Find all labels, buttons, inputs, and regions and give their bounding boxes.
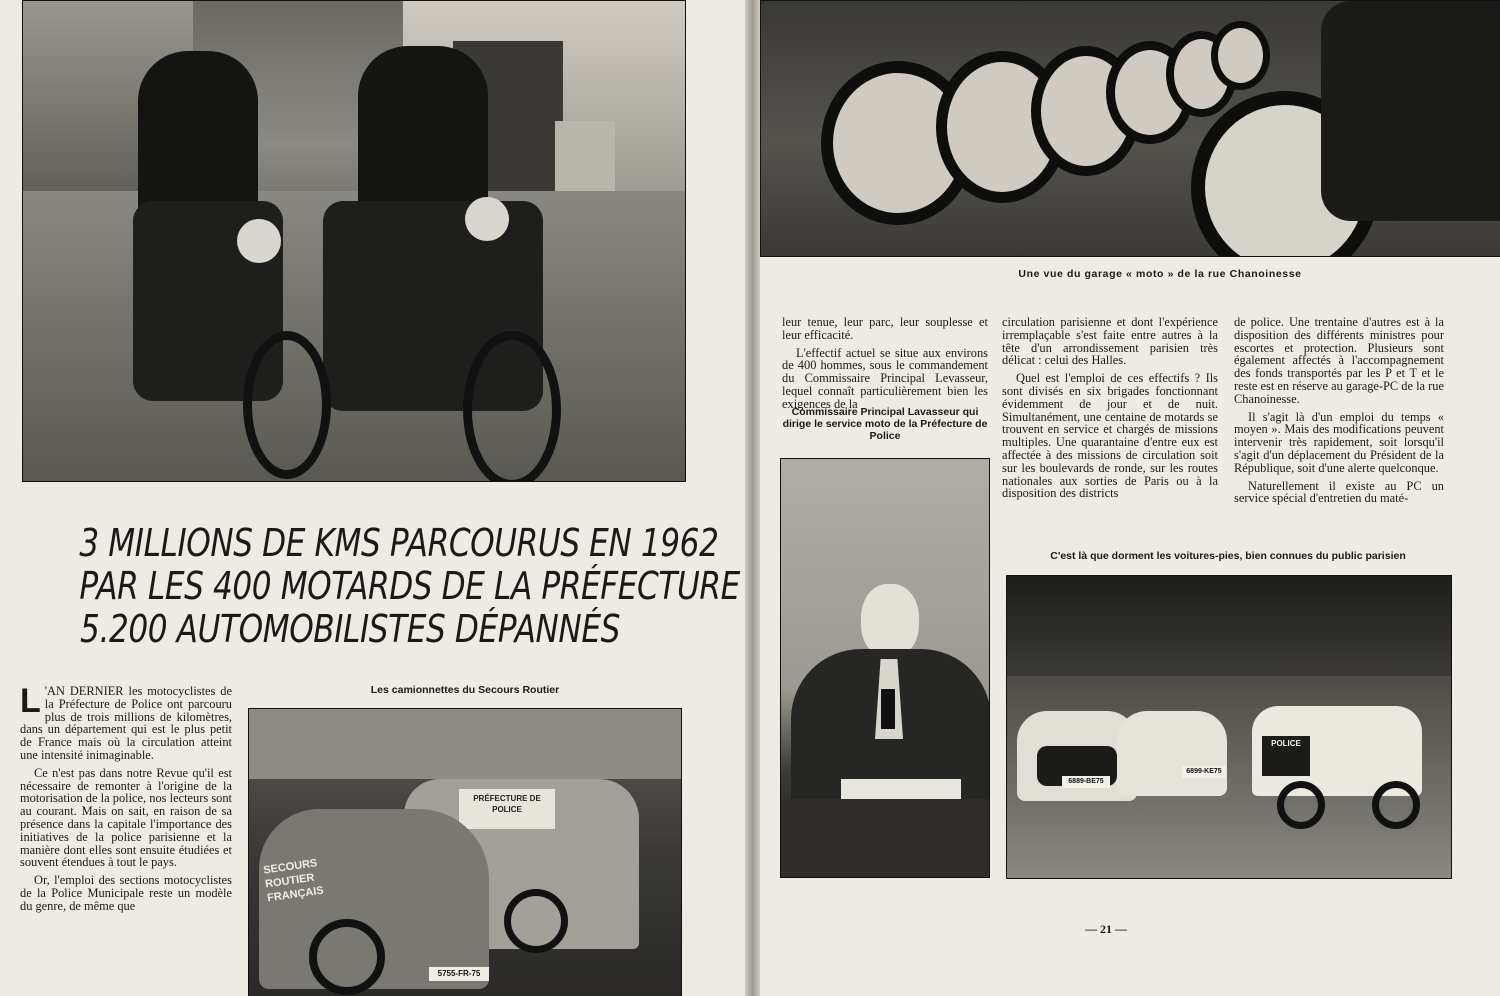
paragraph: Il s'agit là d'un emploi du temps « moyen ». Mais des modifications peuvent intervenir très rapidement, soit lorsqu'il s'agit d'un déplacement du Président de la République, soit d'une alerte quelconque. <box>1234 409 1444 475</box>
article-column-2 <box>782 316 988 416</box>
caption-voitures-pies: C'est là que dorment les voitures-pies, bien connues du public parisien <box>1050 550 1406 562</box>
page-gutter <box>745 0 760 996</box>
van-sign: PRÉFECTURE DE POLICE <box>459 789 555 829</box>
caption-commissaire: Commissaire Principal Lavasseur qui dirige le service moto de la Préfecture de Police <box>782 406 988 442</box>
secours-routier-door-text: SECOURS ROUTIER FRANÇAIS <box>262 857 325 905</box>
page-number: — 21 — <box>1085 922 1127 936</box>
photo-voitures-pies <box>1006 575 1452 879</box>
license-plate: 6899-KE75 <box>1182 766 1226 778</box>
caption-camionnettes: Les camionnettes du Secours Routier <box>370 684 560 696</box>
paragraph: L 'AN DERNIER les motocyclistes de la Préfecture de Police ont parcouru plus de trois millions de kilomètres, dans un département qui est le plus petit de France mais où la circulation atteint une intensité inimaginable. <box>20 682 232 762</box>
police-car-text: POLICE <box>1262 736 1310 776</box>
photo-garage-moto <box>760 0 1500 257</box>
article-column-3 <box>1002 316 1218 505</box>
caption-garage-moto: Une vue du garage « moto » de la rue Chanoinesse <box>1018 268 1302 280</box>
article-column-1 <box>20 682 232 918</box>
article-column-4 <box>1234 316 1444 510</box>
photo-secours-routier-vans <box>248 708 682 996</box>
paragraph: de police. Une trentaine d'autres est à la disposition des différents ministres pour escortes et protection. Plusieurs sont également affectés à l'accompagnement des fonds transportés par les P et T et le reste est en réserve au garage-PC de la rue Chanoinesse. <box>1234 315 1444 406</box>
paragraph: Ce n'est pas dans notre Revue qu'il est nécessaire de remonter à l'origine de la motorisation de la police, nos lecteurs sont au courant. Mais on sait, en raison de sa présence dans la capitale l'importance des initiatives de la police parisienne et la manière dont elles sont ensuite étudiées et souvent étendues à tout le pays. <box>20 765 232 870</box>
paragraph: circulation parisienne et dont l'expérience irremplaçable s'est faite entre autres à la tête d'un arrondissement parisien très délicat : celui des Halles. <box>1002 315 1218 368</box>
article-headline <box>20 521 740 651</box>
photo-commissaire <box>780 458 990 878</box>
paragraph: Quel est l'emploi de ces effectifs ? Ils sont divisés en six brigades fonctionnant évidemment de jour et de nuit. Simultanément, une centaine de motards se trouvent en service et chargés de missions multiples. Une quarantaine d'entre eux est affectée à des missions de circulation soit sur les boulevards de ronde, sur les routes nationales aux sorties de Paris ou à la disposition des districts <box>1002 371 1218 501</box>
photo-motorcycle-officers <box>22 0 686 482</box>
right-page <box>760 0 1500 996</box>
paragraph: Or, l'emploi des sections motocyclistes de la Police Municipale reste un modèle du genre, de même que <box>20 873 232 913</box>
left-page <box>0 0 745 996</box>
paragraph: leur tenue, leur parc, leur souplesse et leur efficacité. <box>782 315 988 342</box>
headline-line-2: PAR LES 400 MOTARDS DE LA PRÉFECTURE <box>79 564 740 608</box>
headline-line-3: 5.200 AUTOMOBILISTES DÉPANNÉS <box>80 607 620 651</box>
license-plate: 5755-FR-75 <box>429 967 489 981</box>
headline-line-1: 3 MILLIONS DE KMS PARCOURUS EN 1962 <box>79 521 719 565</box>
paragraph: Naturellement il existe au PC un service spécial d'entretien du maté- <box>1234 478 1444 506</box>
license-plate: 6889-BE75 <box>1062 776 1110 788</box>
paragraph: L'effectif actuel se situe aux environs de 400 hommes, sous le commandement du Commissaire Principal Levasseur, lequel connaît particulièrement bien les exigences de la <box>782 345 988 411</box>
drop-cap: L <box>20 682 41 720</box>
